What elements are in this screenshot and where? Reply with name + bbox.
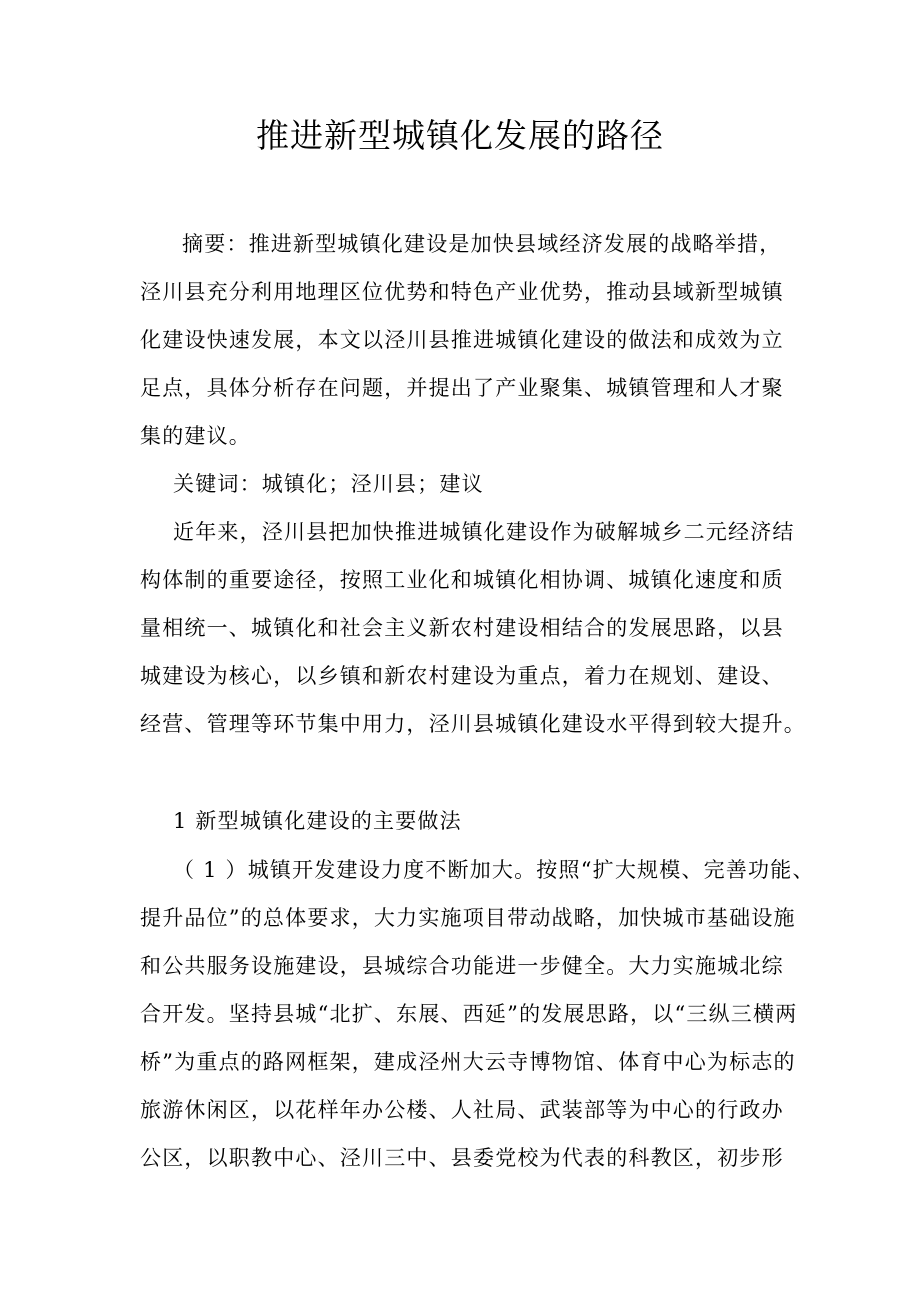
section-line: 提升品位”的总体要求，大力实施项目带动战略，加快城市基础设施 xyxy=(140,906,796,930)
abstract-line: 化建设快速发展，本文以泾川县推进城镇化建设的做法和成效为立 xyxy=(140,328,784,352)
abstract-line: 足点，具体分析存在问题，并提出了产业聚集、城镇管理和人才聚 xyxy=(140,376,784,400)
section-line: 合开发。坚持县城“北扩、东展、西延”的发展思路，以“三纵三横两 xyxy=(140,1002,798,1026)
intro-line: 近年来，泾川县把加快推进城镇化建设作为破解城乡二元经济结 xyxy=(173,520,795,544)
keywords-line: 关键词：城镇化；泾川县；建议 xyxy=(173,472,484,496)
section-heading: 1 新型城镇化建设的主要做法 xyxy=(173,809,462,833)
section-line: （ 1 ）城镇开发建设力度不断加大。按照“扩大规模、完善功能、 xyxy=(173,858,815,882)
section-line: 和公共服务设施建设，县城综合功能进一步健全。大力实施城北综 xyxy=(140,954,784,978)
section-line: 桥”为重点的路网框架，建成泾州大云寺博物馆、体育中心为标志的 xyxy=(140,1050,796,1074)
intro-line: 量相统一、城镇化和社会主义新农村建设相结合的发展思路，以县 xyxy=(140,616,784,640)
intro-line: 城建设为核心，以乡镇和新农村建设为重点，着力在规划、建设、 xyxy=(140,664,784,688)
abstract-line: 摘要：推进新型城镇化建设是加快县域经济发展的战略举措， xyxy=(182,232,782,256)
abstract-line: 集的建议。 xyxy=(140,424,251,448)
intro-line: 经营、管理等环节集中用力，泾川县城镇化建设水平得到较大提升。 xyxy=(140,712,806,736)
section-line: 旅游休闲区，以花样年办公楼、人社局、武装部等为中心的行政办 xyxy=(140,1098,784,1122)
section-line: 公区，以职教中心、泾川三中、县委党校为代表的科教区，初步形 xyxy=(140,1146,784,1170)
abstract-line: 泾川县充分利用地理区位优势和特色产业优势，推动县域新型城镇 xyxy=(140,280,784,304)
document-title: 推进新型城镇化发展的路径 xyxy=(256,116,664,155)
intro-line: 构体制的重要途径，按照工业化和城镇化相协调、城镇化速度和质 xyxy=(140,568,784,592)
